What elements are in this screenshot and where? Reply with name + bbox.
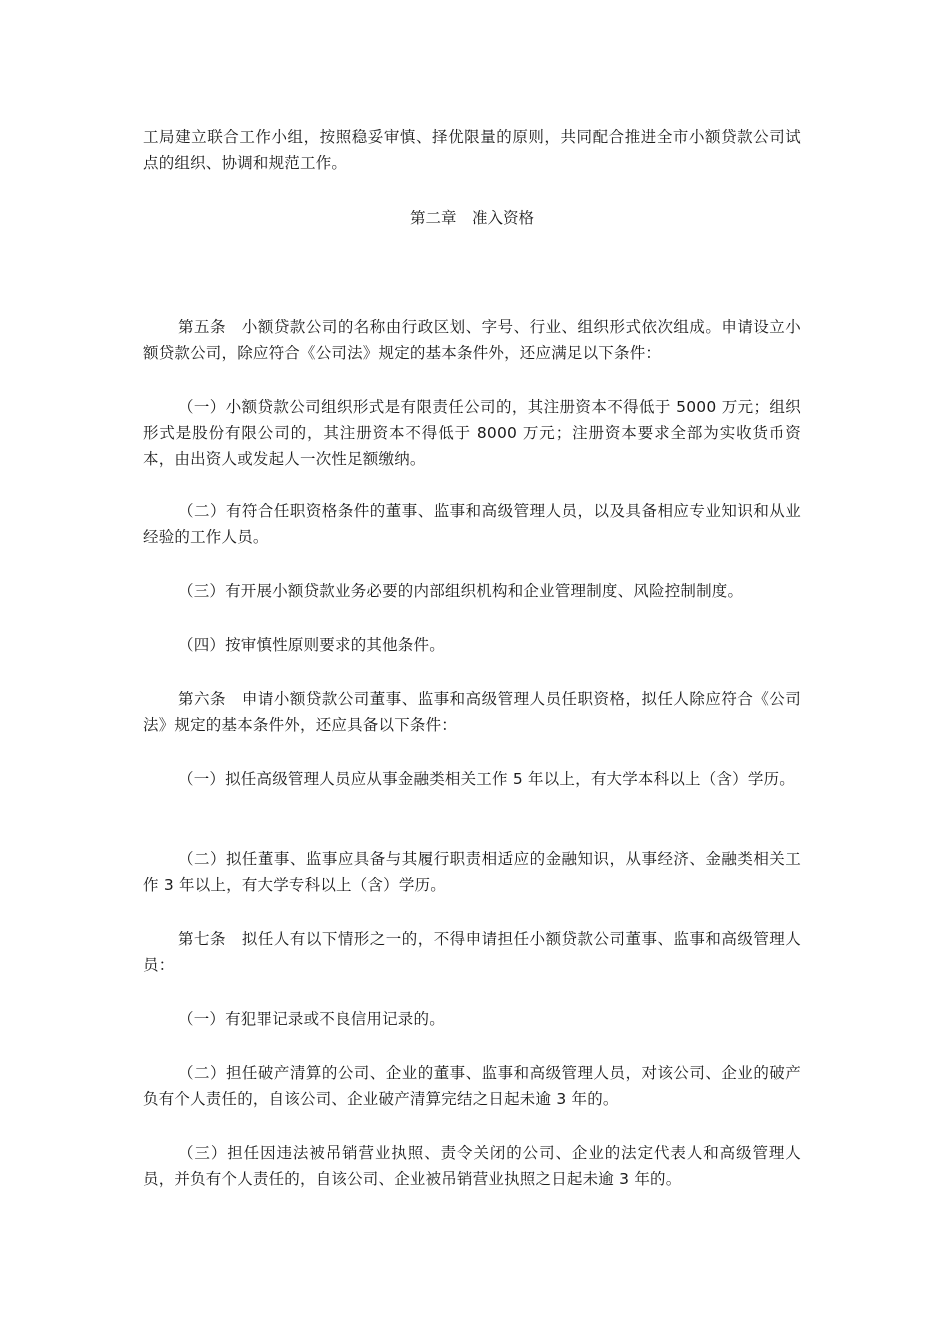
article-7-paragraph: 第七条 拟任人有以下情形之一的，不得申请担任小额贷款公司董事、监事和高级管理人员： [143,930,801,974]
article-7-item-1: （一）有犯罪记录或不良信用记录的。 [178,1010,445,1028]
intro-paragraph: 工局建立联合工作小组，按照稳妥审慎、择优限量的原则，共同配合推进全市小额贷款公司试点的组织、协调和规范工作。 [143,128,801,172]
article-5-paragraph: 第五条 小额贷款公司的名称由行政区划、字号、行业、组织形式依次组成。申请设立小额贷款公司，除应符合《公司法》规定的基本条件外，还应满足以下条件： [143,318,801,362]
article-5-item-3: （三）有开展小额贷款业务必要的内部组织机构和企业管理制度、风险控制制度。 [178,582,744,600]
article-5-item-4: （四）按审慎性原则要求的其他条件。 [178,636,445,654]
chapter-heading: 第二章 准入资格 [409,209,534,227]
article-6-paragraph: 第六条 申请小额贷款公司董事、监事和高级管理人员任职资格，拟任人除应符合《公司法》规定的基本条件外，还应具备以下条件： [143,690,801,734]
article-6-item-1: （一）拟任高级管理人员应从事金融类相关工作 5 年以上，有大学本科以上（含）学历。 [178,770,795,788]
article-5-item-1: （一）小额贷款公司组织形式是有限责任公司的，其注册资本不得低于 5000 万元；组织形式是股份有限公司的，其注册资本不得低于 8000 万元；注册资本要求全部为实收货币资本，由出资人或发起人一次性足额缴纳。 [143,398,801,468]
article-6-item-2: （二）拟任董事、监事应具备与其履行职责相适应的金融知识，从事经济、金融类相关工作 3 年以上，有大学专科以上（含）学历。 [143,850,801,894]
article-7-item-2: （二）担任破产清算的公司、企业的董事、监事和高级管理人员，对该公司、企业的破产负有个人责任的，自该公司、企业破产清算完结之日起未逾 3 年的。 [143,1064,801,1108]
article-5-item-2: （二）有符合任职资格条件的董事、监事和高级管理人员，以及具备相应专业知识和从业经验的工作人员。 [143,502,801,546]
article-7-item-3: （三）担任因违法被吊销营业执照、责令关闭的公司、企业的法定代表人和高级管理人员，并负有个人责任的，自该公司、企业被吊销营业执照之日起未逾 3 年的。 [143,1144,801,1188]
